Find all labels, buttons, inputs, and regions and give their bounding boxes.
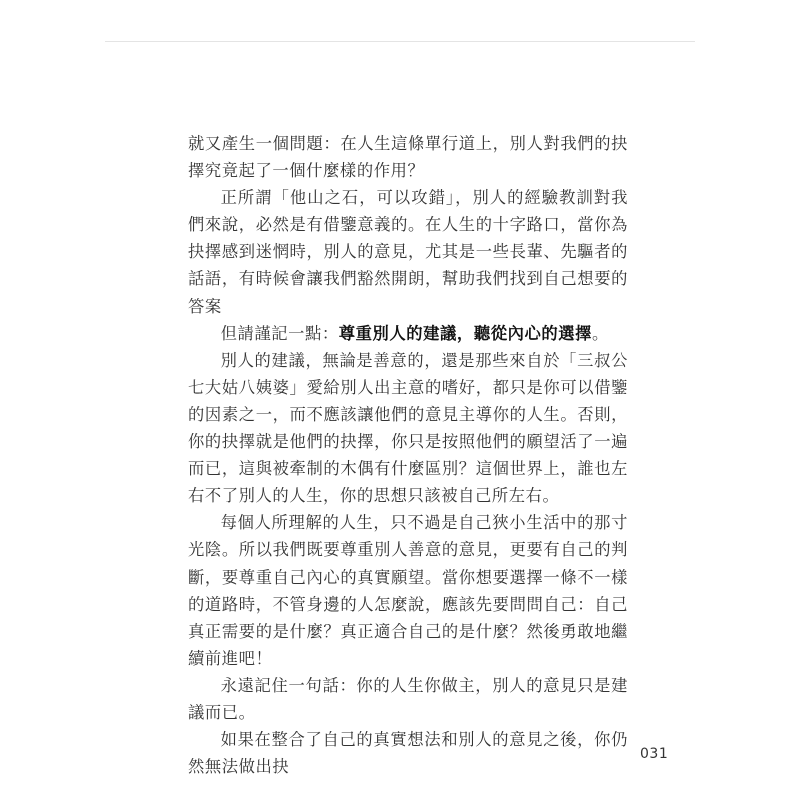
paragraph-6: 永遠記住一句話：你的人生你做主，別人的意見只是建議而已。 (188, 675, 628, 722)
page-number: 031 (640, 746, 669, 762)
paragraph-1: 就又產生一個問題：在人生這條單行道上，別人對我們的抉擇究竟起了一個什麼樣的作用？ (188, 134, 628, 181)
paragraph-4: 別人的建議，無論是善意的，還是那些來自於「三叔公七大姑八姨婆」愛給別人出主意的嗜好，都只是你可以借鑒的因素之一，而不應該讓他們的意見主導你的人生。否則，你的抉擇就是他們的抉擇，你只是按照他們的願望活了一遍而已，這與被牽制的木偶有什麼區別？這個世界上，誰也左右不了別人的人生，你的思想只該被自己所左右。 (188, 350, 628, 506)
paragraph-3-prefix: 但請謹記一點： (220, 323, 339, 343)
paragraph-7: 如果在整合了自己的真實想法和別人的意見之後，你仍然無法做出抉 (188, 730, 628, 777)
body-text (188, 130, 628, 780)
header-rule (105, 41, 695, 42)
paragraph-5: 每個人所理解的人生，只不過是自己狹小生活中的那寸光陰。所以我們既要尊重別人善意的意見，更要有自己的判斷，要尊重自己內心的真實願望。當你想要選擇一條不一樣的道路時，不管身邊的人怎麼說，應該先要問問自己：自己真正需要的是什麼？真正適合自己的是什麼？然後勇敢地繼續前進吧！ (188, 513, 628, 668)
paragraph-3 (188, 320, 628, 347)
paragraph-2: 正所謂「他山之石，可以攻錯」，別人的經驗教訓對我們來說，必然是有借鑒意義的。在人生的十字路口，當你為抉擇感到迷惘時，別人的意見，尤其是一些長輩、先驅者的話語，有時候會讓我們豁然開朗，幫助我們找到自己想要的答案 (188, 188, 628, 316)
key-phrase: 尊重別人的建議，聽從內心的選擇 (338, 323, 592, 343)
paragraph-3-suffix: 。 (592, 323, 609, 343)
